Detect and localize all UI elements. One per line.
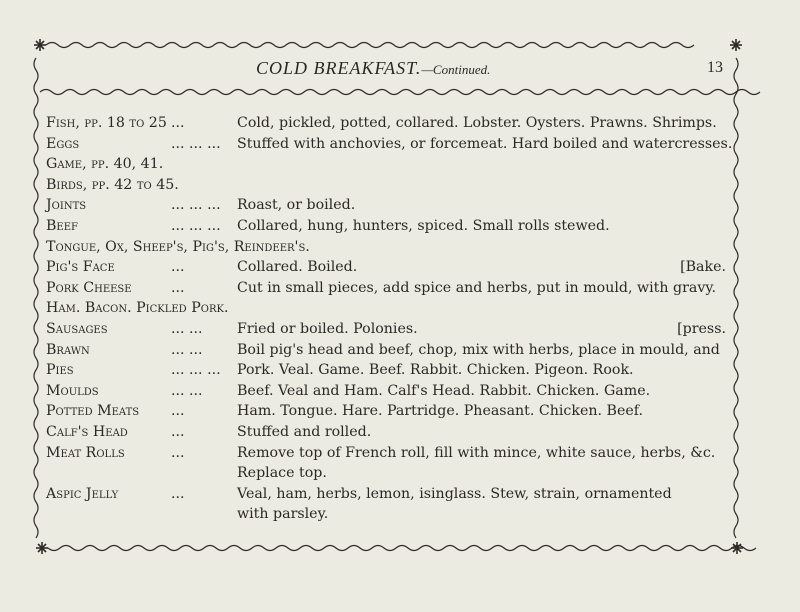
list-item [46, 360, 726, 381]
item-label: Birds, pp. 42 to 45. [46, 176, 179, 193]
item-description: Ham. Tongue. Hare. Partridge. Pheasant. Chicken. Beef. [237, 403, 643, 420]
dot-leader: ... ... ... [171, 217, 221, 234]
list-item [46, 422, 726, 443]
item-description: Stuffed and rolled. [237, 423, 372, 440]
dot-leader: ... [171, 115, 185, 131]
dot-leader: ... [171, 423, 185, 440]
page-number: 13 [707, 59, 723, 76]
right-wavy-rule [734, 58, 738, 538]
dot-leader: ... [171, 259, 185, 276]
top-wavy-rule [46, 43, 694, 48]
list-item [46, 504, 726, 525]
list-item [46, 340, 726, 361]
dot-leader: ... [171, 485, 185, 502]
item-description: Remove top of French roll, fill with mince, white sauce, herbs, &c. [237, 444, 716, 461]
list-item [46, 216, 726, 237]
item-label: Potted Meats [46, 403, 140, 420]
item-label: Pig's Face [46, 259, 115, 276]
corner-ornament-top-left-icon [34, 39, 46, 51]
bracket-turnover: [Bake. [680, 259, 726, 276]
item-label: Aspic Jelly [46, 485, 119, 502]
dot-leader: ... ... ... [171, 197, 221, 214]
left-wavy-rule [34, 58, 38, 538]
page-title [256, 58, 490, 79]
item-description: Veal, ham, herbs, lemon, isinglass. Stew, strain, ornamented [237, 485, 672, 502]
item-label: Eggs [46, 135, 80, 152]
item-label: Brawn [46, 341, 90, 358]
dot-leader: ... ... [171, 382, 203, 399]
item-description: Fried or boiled. Polonies. [237, 320, 418, 337]
item-description: Boil pig's head and beef, chop, mix with herbs, place in mould, and [237, 341, 720, 358]
list-item [46, 298, 726, 319]
list-item [46, 463, 726, 484]
title-text: COLD BREAKFAST. [256, 58, 422, 78]
item-label: Calf's Head [46, 423, 128, 440]
item-label: Pork Cheese [46, 279, 132, 296]
dot-leader: ... [171, 279, 185, 296]
list-item [46, 401, 726, 422]
corner-ornament-bottom-right-icon [731, 542, 743, 554]
bottom-wavy-rule [48, 546, 756, 551]
list-item [46, 278, 726, 299]
item-description: Replace top. [237, 465, 327, 482]
list-item [46, 257, 726, 278]
list-item [46, 113, 726, 134]
corner-ornament-bottom-left-icon [36, 542, 48, 554]
dot-leader: ... ... ... [171, 362, 221, 379]
item-label: Fish, pp. 18 to 25 [46, 115, 167, 131]
list-item [46, 195, 726, 216]
list-item [46, 484, 726, 505]
item-description: Cut in small pieces, add spice and herbs, put in mould, with gravy. [237, 279, 716, 296]
list-item [46, 175, 726, 196]
item-description: Beef. Veal and Ham. Calf's Head. Rabbit. Chicken. Game. [237, 382, 651, 399]
item-description: Pork. Veal. Game. Beef. Rabbit. Chicken. Pigeon. Rook. [237, 362, 634, 379]
item-description: with parsley. [237, 506, 329, 523]
dot-leader: ... [171, 444, 185, 461]
item-description: Cold, pickled, potted, collared. Lobster. Oysters. Prawns. Shrimps. [237, 115, 717, 131]
item-label: Ham. Bacon. Pickled Pork. [46, 300, 229, 317]
breakfast-list [46, 113, 733, 525]
item-label: Beef [46, 217, 78, 234]
corner-ornament-top-right-icon [730, 39, 742, 51]
title-continued: —Continued. [421, 62, 491, 77]
item-description: Collared. Boiled. [237, 259, 358, 276]
list-item [46, 319, 726, 340]
item-label: Sausages [46, 320, 108, 337]
dot-leader: ... [171, 403, 185, 420]
header-wavy-rule [40, 90, 760, 95]
list-item [46, 381, 726, 402]
item-label: Joints [46, 197, 87, 214]
list-item [46, 154, 726, 175]
item-label: Pies [46, 362, 74, 379]
item-description: Collared, hung, hunters, spiced. Small rolls stewed. [237, 217, 610, 234]
item-description: Roast, or boiled. [237, 197, 356, 214]
running-header [0, 58, 800, 82]
list-item [46, 134, 733, 155]
item-label: Game, pp. 40, 41. [46, 156, 164, 173]
list-item [46, 443, 726, 464]
item-description: Stuffed with anchovies, or forcemeat. Hard boiled and watercresses. [237, 135, 733, 152]
item-label: Meat Rolls [46, 444, 125, 461]
dot-leader: ... ... ... [171, 135, 221, 152]
item-label: Tongue, Ox, Sheep's, Pig's, Reindeer's. [46, 238, 310, 255]
bracket-turnover: [press. [677, 320, 726, 337]
dot-leader: ... ... [171, 341, 203, 358]
item-label: Moulds [46, 382, 99, 399]
list-item [46, 237, 726, 258]
dot-leader: ... ... [171, 320, 203, 337]
